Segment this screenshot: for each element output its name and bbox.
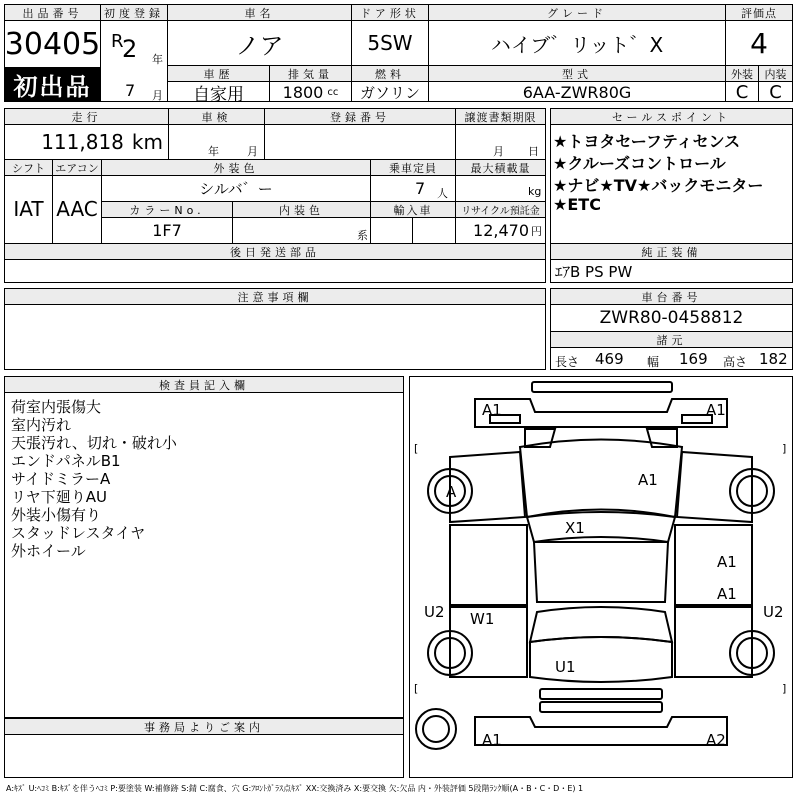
car-name: ノア (235, 31, 284, 60)
inspection-header: 車検 (169, 109, 264, 124)
score: 4 (750, 26, 768, 60)
chassis-number: ZWR80-0458812 (599, 308, 744, 328)
right-bracket-top: ] (782, 442, 787, 455)
spare-hub (423, 716, 449, 742)
mileage-unit: km (131, 130, 163, 154)
length-label: 長さ (555, 355, 580, 369)
max-load-header: 最大積載量 (456, 160, 545, 175)
mark-front-right: A1 (706, 401, 726, 419)
office-header: 事務局よりご案内 (5, 719, 403, 734)
equipment-value: ｴｱB PS PW (555, 262, 633, 281)
lot-number-header: 出品番号 (5, 5, 100, 20)
door-type-header: ドア形状 (352, 5, 428, 20)
interior-color-header: 内装色 (233, 202, 370, 217)
ac-header: エアコン (53, 160, 101, 175)
car-diagram (409, 376, 793, 778)
displacement-header: 排気量 (270, 66, 351, 81)
transfer-day-unit: 日 (528, 145, 539, 158)
interior-grade-header: 内装 (759, 66, 792, 81)
door-type: 5SW (367, 31, 413, 55)
recycle-header: リサイクル預託金 (456, 202, 545, 217)
month-unit: 月 (152, 89, 163, 102)
left-front-fender (450, 452, 525, 522)
grade-header: グレード (429, 5, 725, 20)
inspector-header: 検査員記入欄 (5, 377, 403, 392)
rear-bumper (475, 717, 727, 745)
right-front-door (675, 525, 752, 605)
mark-left-rear-quarter: U2 (424, 603, 445, 621)
length: 469 (595, 350, 624, 368)
inspection-month-unit: 月 (247, 145, 258, 158)
mileage-header: 走行 (5, 109, 168, 124)
capacity: 7 (415, 179, 426, 198)
capacity-unit: 人 (437, 187, 448, 200)
inspector-line: 荷室内張傷大 (11, 398, 102, 416)
displacement-value: 1800 (282, 82, 324, 102)
mark-front-left: A1 (482, 401, 502, 419)
mark-right-front-door: A1 (717, 553, 737, 571)
inspector-line: エンドパネルB1 (11, 452, 121, 470)
sales-points-header: セールスポイント (551, 109, 792, 124)
chassis-number-header: 車台番号 (551, 289, 792, 304)
inspection-year-unit: 年 (208, 145, 219, 158)
right-bracket-bottom: ] (782, 682, 787, 695)
dimensions-header: 諸元 (551, 332, 792, 347)
mileage (5, 125, 163, 159)
inspector-line: スタッドレスタイヤ (11, 524, 146, 542)
registration-number-header: 登録番号 (265, 109, 455, 124)
right-front-fender (677, 452, 752, 522)
sales-point-item: ★トヨタセーフティセンス (553, 132, 741, 151)
first-listing-label: 初出品 (13, 73, 92, 101)
notes-block (4, 288, 546, 370)
inspector-line: リヤ下廻りAU (11, 488, 107, 506)
inspector-line: 室内汚れ (11, 416, 72, 434)
height: 182 (759, 350, 788, 368)
model: 6AA-ZWR80G (522, 82, 632, 102)
exterior-grade: C (735, 81, 749, 103)
import-header: 輸入車 (371, 202, 455, 217)
roof (534, 542, 668, 602)
office-block (4, 718, 404, 778)
recycle-amount: 12,470 (473, 221, 529, 240)
interior-color-suffix: 系 (357, 229, 368, 242)
era-year: 2 (122, 35, 138, 63)
displacement-unit: cc (327, 86, 339, 98)
inspector-line: サイドミラーA (11, 470, 111, 488)
history-header: 車歴 (168, 66, 269, 81)
shift: IAT (13, 197, 44, 221)
car-diagram-svg (410, 377, 792, 777)
sales-point-item: ★ETC (553, 195, 601, 214)
first-registration-month: 7 (125, 81, 136, 100)
mark-right-rear-door: A1 (717, 585, 737, 603)
max-load-unit: kg (528, 185, 542, 198)
mark-hood: A1 (638, 471, 658, 489)
legend: A:ｷｽﾞ U:ﾍｺﾐ B:ｷｽﾞを伴うﾍｺﾐ P:要塗装 W:補修跡 S:錆 C:腐食、穴 G:ﾌﾛﾝﾄｶﾞﾗｽ点ｷｽﾞ XX:交換済み X:要交換 欠:欠品 内・外装評価 5段階ﾗﾝｸ順(A・B・C・D・E) 1 (6, 784, 584, 793)
width: 169 (679, 350, 708, 368)
fuel: ガソリン (359, 83, 420, 102)
rear-bumper-mid (540, 702, 662, 712)
transfer-month-unit: 月 (493, 145, 504, 158)
model-header: 型式 (429, 66, 725, 81)
mark-rear-glass: U1 (555, 658, 576, 676)
inspector-block (4, 376, 404, 718)
inspector-line: 外ホイール (11, 542, 86, 560)
interior-grade: C (769, 81, 782, 103)
width-label: 幅 (647, 355, 660, 369)
chassis-block (550, 288, 793, 370)
first-registration-header: 初度登録 (101, 5, 167, 20)
deferred-parts-header: 後日発送部品 (5, 244, 545, 259)
sales-point-item: ★ナビ★TV★バックモニター (553, 176, 764, 195)
car-name-header: 車名 (168, 5, 351, 20)
inspector-line: 天張汚れ、切れ・破れ小 (11, 434, 177, 452)
recycle (456, 218, 542, 243)
history: 自家用 (193, 84, 244, 105)
sales-points-block (550, 108, 793, 283)
score-header: 評価点 (726, 5, 792, 20)
inspector-line: 外装小傷有り (11, 506, 102, 524)
color-no: 1F7 (152, 221, 182, 240)
rear-bumper-top (540, 689, 662, 699)
height-label: 高さ (723, 355, 748, 369)
era-letter: R (111, 31, 124, 52)
displacement (270, 82, 351, 102)
mark-left-front-wheel: A (446, 483, 457, 501)
mileage-value: 111,818 (41, 130, 124, 154)
back-door (530, 637, 672, 682)
exterior-grade-header: 外装 (726, 66, 758, 81)
left-bracket-top: [ (414, 442, 419, 455)
shift-header: シフト (5, 160, 52, 175)
first-listing-badge (5, 68, 100, 101)
color-no-header: カラーNo. (102, 202, 232, 217)
mark-right-rear-quarter: U2 (763, 603, 784, 621)
mark-rear-left: A1 (482, 731, 502, 749)
exterior-color-header: 外装色 (102, 160, 370, 175)
mark-roof: X1 (565, 519, 585, 537)
left-front-door (450, 525, 527, 605)
grade: ハイブ゛リット゛X (490, 32, 664, 57)
equipment-header: 純正装備 (551, 244, 792, 259)
transfer-docs-header: 譲渡書類期限 (456, 109, 545, 124)
recycle-unit: 円 (531, 224, 542, 238)
header-block (4, 4, 793, 105)
fuel-header: 燃料 (352, 66, 428, 81)
mark-left-rear-window: W1 (470, 610, 495, 628)
lot-number: 30405 (4, 26, 101, 62)
sales-point-item: ★クルーズコントロール (553, 154, 726, 173)
left-bracket-bottom: [ (414, 682, 419, 695)
capacity-header: 乗車定員 (371, 160, 455, 175)
exterior-color: シルバ゛ー (199, 180, 273, 198)
mark-rear-right: A2 (706, 731, 726, 749)
details-block (4, 108, 546, 283)
ac: AAC (56, 197, 98, 221)
notes-header: 注意事項欄 (5, 289, 545, 304)
front-bumper-top (532, 382, 672, 392)
year-unit: 年 (152, 53, 163, 66)
